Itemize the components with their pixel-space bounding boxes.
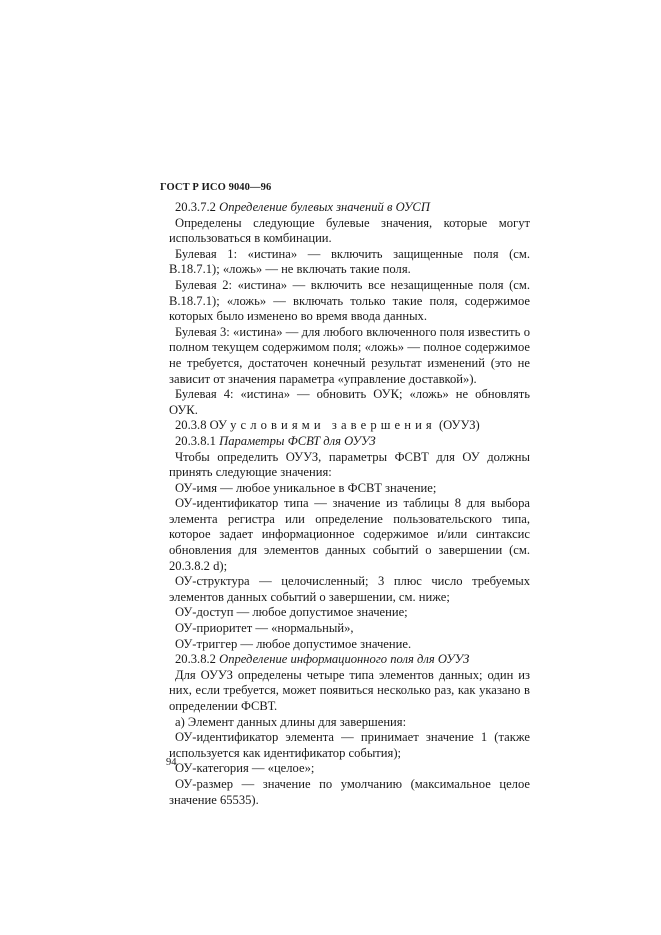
paragraph: а) Элемент данных длины для завершения: [175, 714, 407, 729]
paragraph: Определены следующие булевые значения, которые могут использоваться в комбинации. [169, 215, 530, 246]
section-number: 20.3.7.2 [175, 200, 216, 214]
paragraph: ОУ-размер — значение по умолчанию (максимальное целое значение 65535). [169, 776, 530, 807]
section-heading-20-3-8-1 [169, 434, 530, 450]
section-spaced-title: условиями завершения [230, 418, 436, 433]
paragraph: ОУ-идентификатор типа — значение из таблицы 8 для выбора элемента регистра или определение пользовательского типа, которое задает информационное содержимое и/или синтаксис обновления для элементов данных событий о завершении (см. 20.3.8.2 d); [169, 496, 530, 573]
section-title: Параметры ФСВТ для ОУУЗ [219, 433, 376, 448]
paragraph: Булевая 4: «истина» — обновить ОУК; «ложь» не обновлять ОУК. [169, 387, 530, 417]
paragraph: Булевая 1: «истина» — включить защищенные поля (см. В.18.7.1); «ложь» — не включать такие поля. [169, 246, 530, 277]
paragraph: ОУ-категория — «целое»; [175, 761, 315, 776]
section-number: 20.3.8 [175, 418, 207, 433]
document-header: ГОСТ Р ИСО 9040—96 [160, 182, 272, 193]
page-number: 94 [166, 757, 177, 768]
paragraph: ОУ-идентификатор элемента — принимает значение 1 (также используется как идентификатор события); [169, 730, 530, 760]
section-number: 20.3.8.1 [175, 433, 216, 448]
section-title: Определение информационного поля для ОУУЗ [219, 652, 470, 667]
section-heading-20-3-7-2 [169, 200, 530, 216]
section-suffix: (ОУУЗ) [438, 418, 480, 433]
section-title: Определение булевых значений в ОУСП [219, 200, 430, 214]
paragraph: Чтобы определить ОУУЗ, параметры ФСВТ для ОУ должны принять следующие значения: [169, 449, 530, 480]
paragraph: ОУ-триггер — любое допустимое значение. [175, 636, 412, 651]
section-prefix: ОУ [209, 418, 227, 433]
paragraph: ОУ-имя — любое уникальное в ФСВТ значение; [175, 480, 437, 495]
paragraph: Булевая 3: «истина» — для любого включенного поля известить о полном текущем содержимом поля; «ложь» — полное содержимое не требуется, достаточен конечный результат изменений (это не зависит от значения параметра «управление доставкой»). [169, 324, 530, 386]
paragraph: Булевая 2: «истина» — включить все незащищенные поля (см. В.18.7.1); «ложь» — включать только такие поля, содержимое которых было изменено во время ввода данных. [169, 277, 530, 324]
section-number: 20.3.8.2 [175, 652, 216, 667]
paragraph: Для ОУУЗ определены четыре типа элементов данных; один из них, если требуется, может появиться несколько раз, как указано в определении ФСВТ. [169, 667, 530, 713]
paragraph: ОУ-приоритет — «нормальный», [175, 621, 354, 636]
section-heading-20-3-8-2 [169, 652, 530, 668]
paragraph: ОУ-доступ — любое допустимое значение; [175, 605, 408, 620]
section-heading-20-3-8 [169, 418, 530, 434]
paragraph: ОУ-структура — целочисленный; 3 плюс число требуемых элементов данных событий о завершении, см. ниже; [169, 574, 530, 604]
page-body [169, 200, 530, 808]
